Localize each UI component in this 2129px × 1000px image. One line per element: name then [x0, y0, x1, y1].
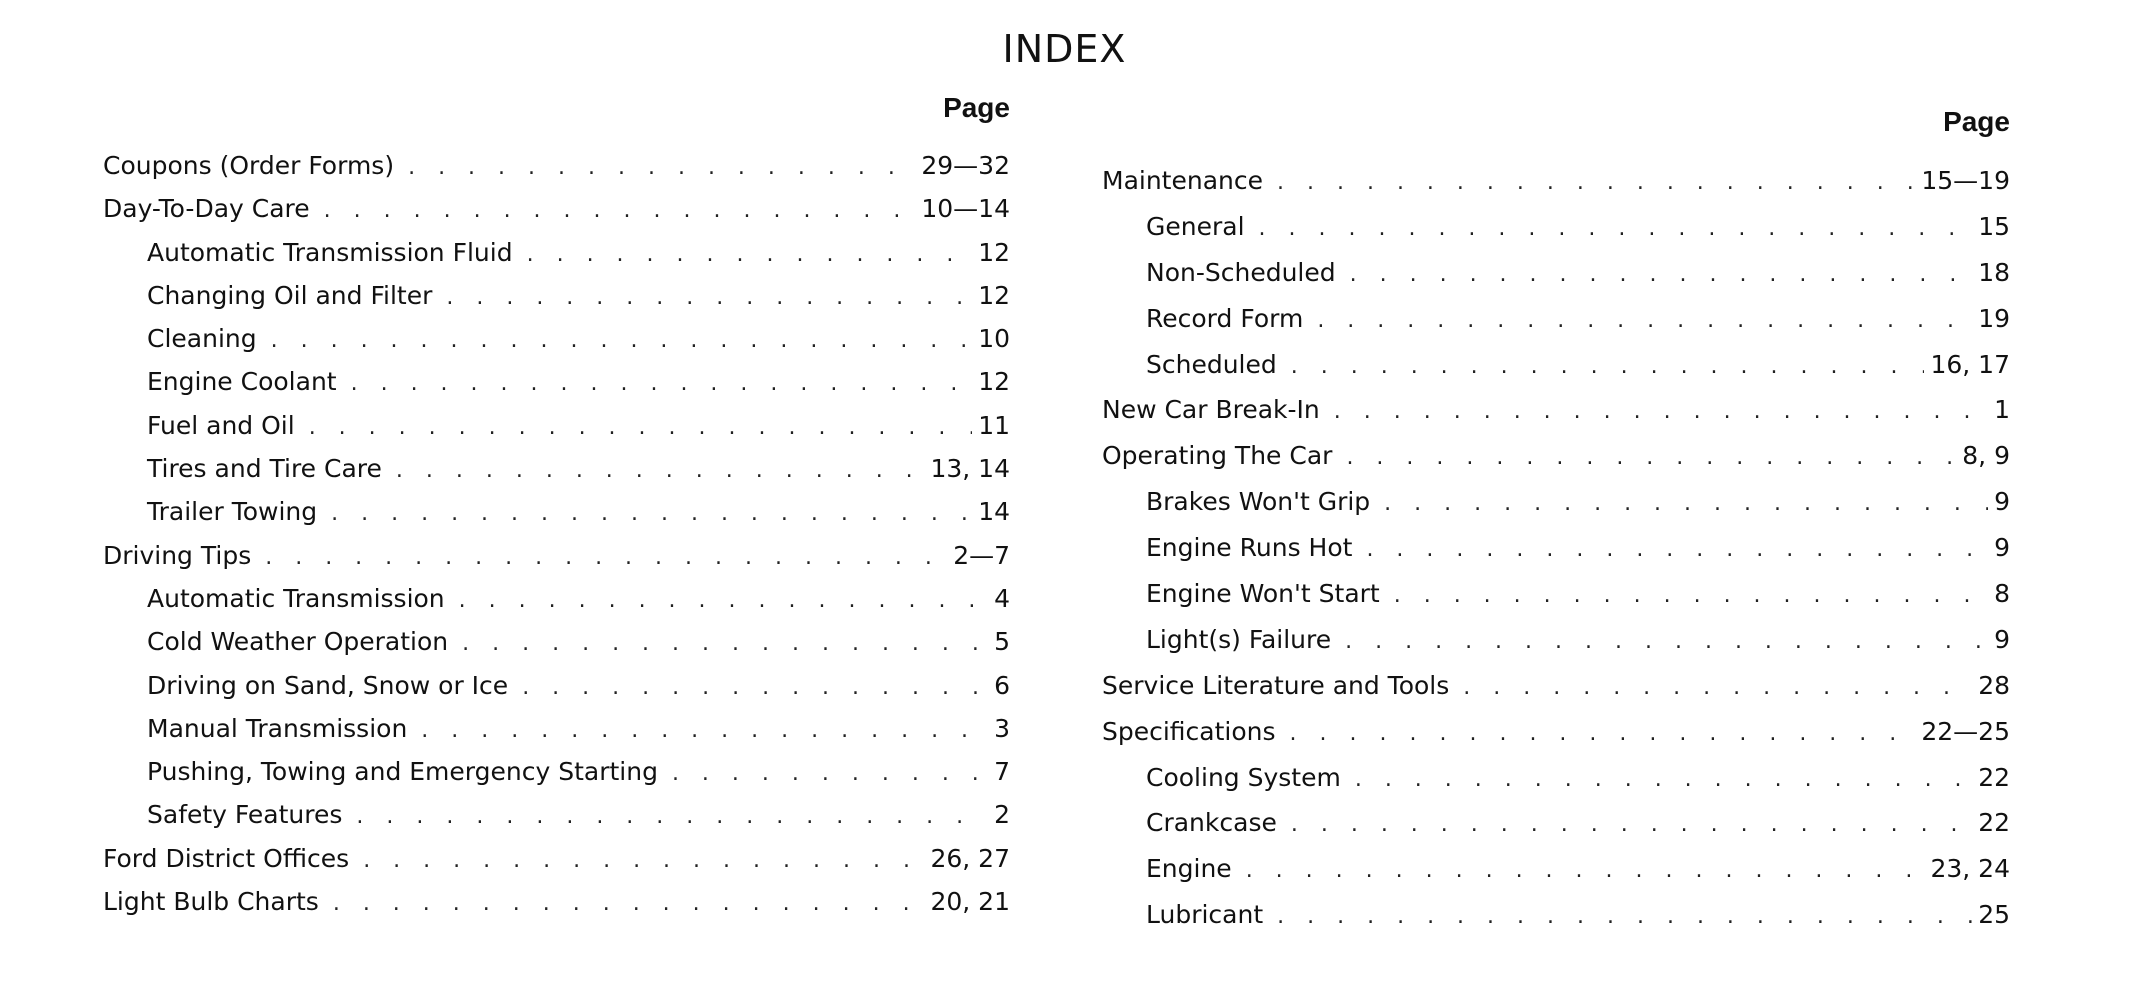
entry-label: Brakes Won't Grip: [1146, 487, 1371, 517]
entry-page-number: 5: [994, 627, 1010, 657]
entry-page-number: 11: [978, 410, 1010, 440]
index-entry: [103, 144, 1010, 187]
entry-page-number: 28: [1978, 670, 2010, 700]
entry-page-number: 9: [1994, 487, 2010, 517]
entry-label: General: [1146, 211, 1245, 241]
entry-label: Crankcase: [1146, 808, 1277, 838]
dot-leader: [1394, 573, 1988, 618]
index-subentry: [1102, 204, 2010, 250]
dot-leader: [1334, 389, 1988, 434]
dot-leader: [1345, 619, 1988, 664]
index-entry: [103, 880, 1010, 923]
entry-label: Fuel and Oil: [147, 410, 295, 440]
entry-page-number: 12: [978, 367, 1010, 397]
dot-leader: [1290, 711, 1916, 756]
index-subentry: [1102, 479, 2010, 525]
page-title: INDEX: [1002, 27, 1127, 71]
dot-leader: [446, 276, 972, 319]
dot-leader: [1346, 435, 1956, 480]
index-entry-list: [1102, 158, 2010, 938]
index-subentry: [1102, 617, 2010, 663]
index-subentry: [1102, 571, 2010, 617]
index-subentry: [1102, 755, 2010, 801]
index-subentry: [103, 490, 1010, 533]
index-entry: [1102, 433, 2010, 479]
entry-page-number: 26, 27: [930, 843, 1010, 873]
index-subentry: [1102, 800, 2010, 846]
entry-page-number: 1: [1994, 395, 2010, 425]
entry-page-number: 2—7: [953, 540, 1010, 570]
index-subentry: [1102, 846, 2010, 892]
entry-label: Pushing, Towing and Emergency Starting: [147, 757, 658, 787]
index-subentry: [103, 793, 1010, 836]
entry-page-number: 3: [994, 713, 1010, 743]
entry-label: Coupons (Order Forms): [103, 151, 395, 180]
entry-page-number: 8: [1994, 579, 2010, 609]
entry-label: Automatic Transmission Fluid: [147, 237, 513, 267]
index-entry: [1102, 387, 2010, 433]
entry-label: Changing Oil and Filter: [147, 280, 433, 310]
entry-label: Driving Tips: [103, 540, 252, 570]
index-subentry: [103, 707, 1010, 750]
index-subentry: [103, 577, 1010, 620]
index-subentry: [103, 360, 1010, 403]
dot-leader: [324, 189, 916, 232]
entry-page-number: 15: [1978, 211, 2010, 241]
entry-page-number: 9: [1994, 624, 2010, 654]
index-entry: [1102, 158, 2010, 204]
index-subentry: [1102, 296, 2010, 342]
entry-page-number: 29—32: [921, 151, 1010, 180]
dot-leader: [462, 622, 988, 665]
entry-page-number: 20, 21: [930, 887, 1010, 917]
dot-leader: [1355, 757, 1972, 802]
entry-page-number: 4: [994, 583, 1010, 613]
page-column-header: Page: [943, 92, 1010, 123]
page-column-header: Page: [1943, 106, 2010, 137]
entry-page-number: 15—19: [1921, 166, 2010, 195]
dot-leader: [1259, 206, 1973, 251]
entry-label: Service Literature and Tools: [1102, 670, 1450, 700]
index-entry: [1102, 709, 2010, 755]
entry-label: Scheduled: [1146, 349, 1277, 379]
index-subentry: [103, 664, 1010, 707]
index-subentry: [1102, 342, 2010, 388]
dot-leader: [1350, 252, 1973, 297]
dot-leader: [1246, 848, 1925, 893]
index-entry: [1102, 663, 2010, 709]
index-subentry: [103, 317, 1010, 360]
dot-leader: [1384, 481, 1988, 526]
entry-label: Record Form: [1146, 303, 1304, 333]
dot-leader: [265, 536, 947, 579]
dot-leader: [408, 146, 915, 189]
entry-label: Non-Scheduled: [1146, 257, 1336, 287]
entry-label: Specifications: [1102, 716, 1276, 746]
index-entry-list: [103, 144, 1010, 923]
dot-leader: [1291, 344, 1925, 389]
dot-leader: [1277, 894, 1972, 939]
index-column-right: [1102, 104, 2010, 938]
index-subentry: [1102, 892, 2010, 938]
entry-page-number: 2: [994, 800, 1010, 830]
entry-label: New Car Break-In: [1102, 395, 1320, 425]
entry-label: Engine Won't Start: [1146, 579, 1380, 609]
entry-label: Operating The Car: [1102, 441, 1333, 471]
index-entry: [103, 187, 1010, 230]
dot-leader: [363, 839, 924, 882]
entry-label: Tires and Tire Care: [147, 454, 382, 484]
index-subentry: [103, 231, 1010, 274]
entry-page-number: 12: [978, 237, 1010, 267]
entry-page-number: 22—25: [1921, 716, 2010, 746]
dot-leader: [421, 709, 988, 752]
entry-label: Engine: [1146, 854, 1232, 884]
entry-page-number: 16, 17: [1930, 349, 2010, 379]
entry-page-number: 8, 9: [1962, 441, 2010, 471]
dot-leader: [527, 233, 973, 276]
dot-leader: [1366, 527, 1988, 572]
entry-page-number: 25: [1978, 900, 2010, 930]
index-subentry: [103, 447, 1010, 490]
entry-label: Cooling System: [1146, 762, 1341, 792]
index-subentry: [103, 274, 1010, 317]
entry-page-number: 23, 24: [1930, 854, 2010, 884]
entry-page-number: 9: [1994, 533, 2010, 563]
entry-page-number: 12: [978, 280, 1010, 310]
entry-page-number: 6: [994, 670, 1010, 700]
dot-leader: [356, 795, 988, 838]
index-column-left: [103, 90, 1010, 923]
entry-label: Light Bulb Charts: [103, 887, 319, 917]
entry-label: Trailer Towing: [147, 497, 318, 527]
dot-leader: [672, 752, 988, 795]
entry-label: Engine Runs Hot: [1146, 533, 1353, 563]
index-subentry: [103, 620, 1010, 663]
entry-page-number: 10—14: [921, 194, 1010, 224]
entry-label: Manual Transmission: [147, 713, 408, 743]
dot-leader: [1277, 160, 1915, 205]
index-subentry: [103, 404, 1010, 447]
entry-label: Light(s) Failure: [1146, 624, 1332, 654]
entry-page-number: 7: [994, 757, 1010, 787]
entry-label: Lubricant: [1146, 900, 1264, 930]
dot-leader: [1463, 665, 1972, 710]
entry-page-number: 22: [1978, 808, 2010, 838]
entry-page-number: 14: [978, 497, 1010, 527]
dot-leader: [522, 666, 988, 709]
entry-page-number: 22: [1978, 762, 2010, 792]
entry-page-number: 18: [1978, 257, 2010, 287]
dot-leader: [333, 882, 925, 925]
index-entry: [103, 837, 1010, 880]
entry-page-number: 13, 14: [930, 454, 1010, 484]
index-entry: [103, 534, 1010, 577]
dot-leader: [351, 362, 973, 405]
dot-leader: [271, 319, 973, 362]
dot-leader: [309, 406, 973, 449]
entry-page-number: 10: [978, 324, 1010, 354]
entry-label: Ford District Offices: [103, 843, 350, 873]
entry-label: Engine Coolant: [147, 367, 337, 397]
dot-leader: [331, 492, 972, 535]
dot-leader: [459, 579, 988, 622]
index-subentry: [103, 750, 1010, 793]
entry-label: Driving on Sand, Snow or Ice: [147, 670, 509, 700]
entry-label: Automatic Transmission: [147, 583, 445, 613]
index-subentry: [1102, 250, 2010, 296]
entry-label: Cleaning: [147, 324, 257, 354]
entry-label: Safety Features: [147, 800, 343, 830]
entry-label: Day-To-Day Care: [103, 194, 310, 224]
dot-leader: [1317, 298, 1972, 343]
entry-page-number: 19: [1978, 303, 2010, 333]
dot-leader: [396, 449, 925, 492]
entry-label: Cold Weather Operation: [147, 627, 449, 657]
entry-label: Maintenance: [1102, 166, 1263, 195]
index-subentry: [1102, 525, 2010, 571]
dot-leader: [1291, 802, 1972, 847]
